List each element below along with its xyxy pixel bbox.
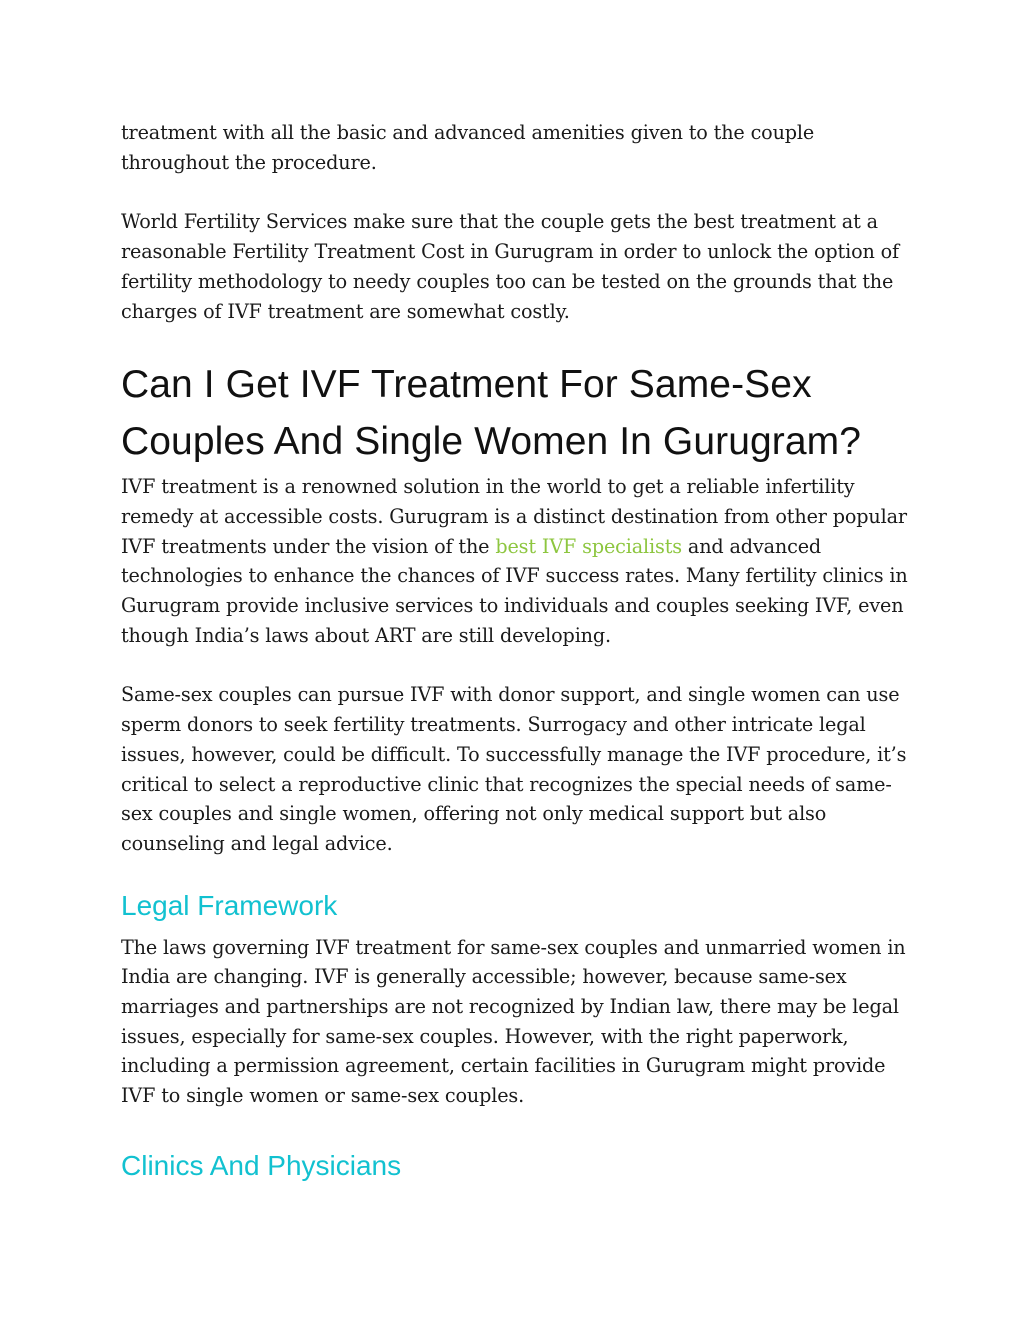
legal-framework-paragraph: The laws governing IVF treatment for same-sex couples and unmarried women in India are changing. IVF is generally accessible; however, because same-sex marriages and partnerships are not recognized by Indian law, there may be legal issues, especially for same-sex couples. However, with the right paperwork, including a permission agreement, certain facilities in Gurugram might provide IVF to single women or same-sex couples. [121,935,906,1108]
main-paragraph-1 [121,472,911,650]
intro-paragraph-continued: treatment with all the basic and advanced amenities given to the couple throughout the procedure. [121,121,815,174]
clinics-and-physicians-heading: Clinics And Physicians [121,1149,402,1181]
main-paragraph-1-before-link: IVF treatment is a renowned solution in the world to get a reliable infertility remedy at accessible costs. Gurugram is a distinct destination from other popular IVF treatments under the vision of the [121,475,907,558]
main-paragraph-1-after-link: and advanced technologies to enhance the chances of IVF success rates. Many fertility clinics in Gurugram provide inclusive services to individuals and couples seeking IVF, even though India’s laws about ART are still developing. [121,534,908,647]
best-ivf-specialists-link[interactable]: best IVF specialists [495,534,682,558]
intro-paragraph-services: World Fertility Services make sure that the couple gets the best treatment at a reasonable Fertility Treatment Cost in Gurugram in order to unlock the option of fertility methodology to needy couples too can be tested on the grounds that the charges of IVF treatment are somewhat costly. [121,210,900,323]
document-page [121,118,911,1183]
legal-framework-heading: Legal Framework [121,889,338,921]
main-heading: Can I Get IVF Treatment For Same-Sex Couples And Single Women In Gurugram? [121,363,862,464]
main-paragraph-2: Same-sex couples can pursue IVF with donor support, and single women can use sperm donors to seek fertility treatments. Surrogacy and other intricate legal issues, however, could be difficult. To successfully manage the IVF procedure, it’s critical to select a reproductive clinic that recognizes the special needs of same-sex couples and single women, offering not only medical support but also counseling and legal advice. [121,683,907,855]
